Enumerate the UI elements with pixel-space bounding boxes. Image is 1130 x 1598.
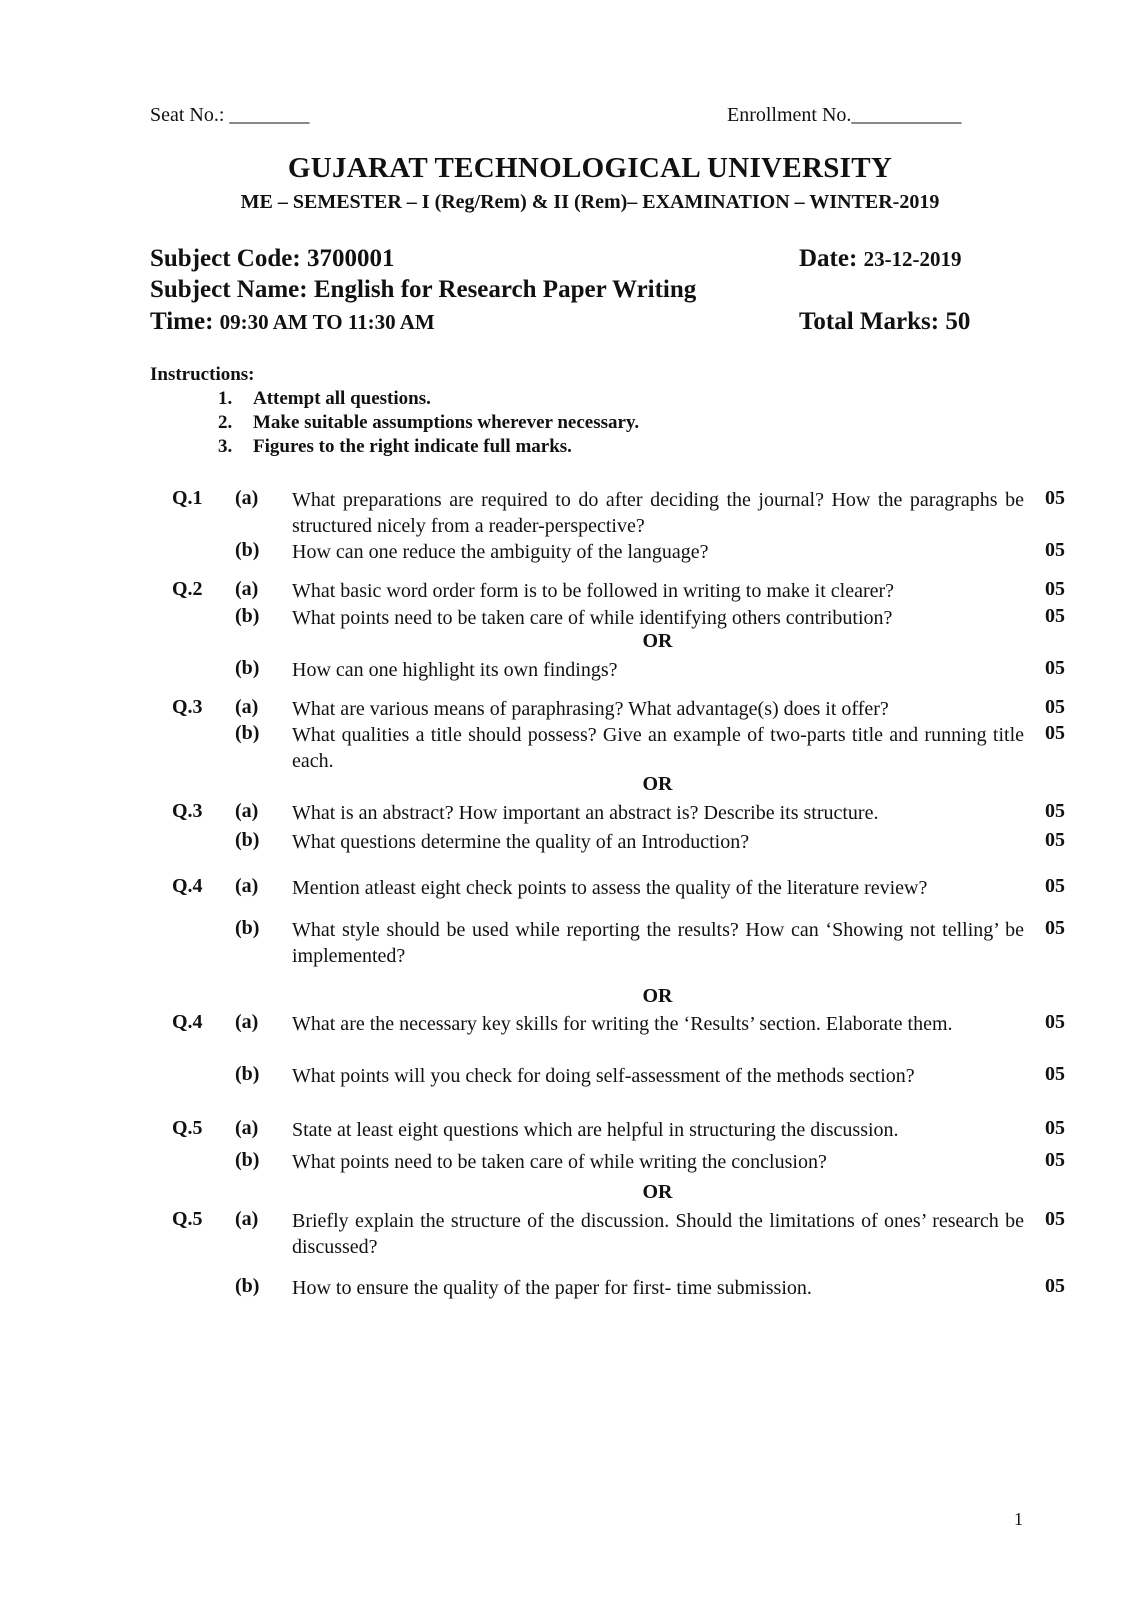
question-part: (b): [235, 539, 260, 561]
question-text: What style should be used while reporting the results? How can ‘Showing not telling’ be implemented?: [292, 919, 1024, 967]
instruction-number: 3.: [218, 436, 233, 457]
subject-name-label: Subject Name:: [150, 276, 308, 303]
question-marks: 05: [1045, 1275, 1065, 1297]
date-label: Date:: [799, 245, 858, 272]
instruction-text: Figures to the right indicate full marks.: [253, 436, 572, 457]
instructions-list: [218, 388, 639, 460]
question-text: What preparations are required to do after deciding the journal? How the paragraphs be structured nicely from a reader-perspective?: [292, 489, 1024, 537]
subject-code-label: Subject Code:: [150, 245, 301, 272]
question-part: (a): [235, 875, 259, 897]
question-text: What points will you check for doing self-assessment of the methods section?: [292, 1065, 915, 1087]
or-separator: OR: [642, 985, 673, 1007]
question-part: (a): [235, 1011, 259, 1033]
time-value: 09:30 AM TO 11:30 AM: [219, 310, 435, 334]
question-marks: 05: [1045, 917, 1065, 939]
question-part: (a): [235, 696, 259, 718]
time-line: [150, 308, 435, 336]
instruction-number: 1.: [218, 388, 233, 409]
subject-name-line: [150, 276, 696, 304]
question-part: (b): [235, 1275, 260, 1297]
subject-code-line: [150, 245, 394, 273]
question-text: State at least eight questions which are helpful in structuring the discussion.: [292, 1119, 899, 1141]
question-number: Q.3: [172, 800, 203, 822]
question-number: Q.1: [172, 487, 203, 509]
question-marks: 05: [1045, 1063, 1065, 1085]
or-separator: OR: [642, 1181, 673, 1203]
question-text: Mention atleast eight check points to assess the quality of the literature review?: [292, 877, 928, 899]
question-part: (b): [235, 605, 260, 627]
question-marks: 05: [1045, 875, 1065, 897]
question-text: Briefly explain the structure of the discussion. Should the limitations of ones’ research be discussed?: [292, 1210, 1024, 1258]
question-number: Q.3: [172, 696, 203, 718]
question-marks: 05: [1045, 1149, 1065, 1171]
question-part: (a): [235, 1117, 259, 1139]
question-marks: 05: [1045, 1208, 1065, 1230]
instruction-item: [218, 436, 639, 460]
time-label: Time:: [150, 308, 214, 335]
question-marks: 05: [1045, 578, 1065, 600]
enrollment-number-field: Enrollment No.___________: [727, 104, 962, 126]
question-marks: 05: [1045, 487, 1065, 509]
question-number: Q.5: [172, 1208, 203, 1230]
instruction-item: [218, 412, 639, 436]
instruction-number: 2.: [218, 412, 233, 433]
question-part: (b): [235, 657, 260, 679]
question-part: (a): [235, 1208, 259, 1230]
question-text: What is an abstract? How important an abstract is? Describe its structure.: [292, 802, 879, 824]
subject-code-value: 3700001: [306, 245, 395, 272]
question-text: What points need to be taken care of while writing the conclusion?: [292, 1151, 827, 1173]
question-text: What are various means of paraphrasing? What advantage(s) does it offer?: [292, 698, 889, 720]
total-marks-line: [799, 308, 970, 336]
question-text: What basic word order form is to be followed in writing to make it clearer?: [292, 580, 895, 602]
question-part: (b): [235, 829, 260, 851]
question-part: (a): [235, 578, 259, 600]
question-part: (a): [235, 800, 259, 822]
question-text: What qualities a title should possess? Give an example of two-parts title and running title each.: [292, 724, 1024, 772]
question-marks: 05: [1045, 722, 1065, 744]
question-text: What are the necessary key skills for writing the ‘Results’ section. Elaborate them.: [292, 1013, 953, 1035]
question-text: How can one highlight its own findings?: [292, 659, 618, 681]
instruction-text: Make suitable assumptions wherever necessary.: [253, 412, 640, 433]
page-number: 1: [1014, 1509, 1023, 1529]
question-text: What questions determine the quality of an Introduction?: [292, 831, 750, 853]
instruction-text: Attempt all questions.: [253, 388, 431, 409]
question-part: (b): [235, 917, 260, 939]
subject-name-value: English for Research Paper Writing: [313, 276, 697, 303]
total-marks-label: Total Marks:: [799, 308, 940, 335]
question-part: (a): [235, 487, 259, 509]
question-marks: 05: [1045, 696, 1065, 718]
question-number: Q.5: [172, 1117, 203, 1139]
question-text: How can one reduce the ambiguity of the language?: [292, 541, 709, 563]
or-separator: OR: [642, 630, 673, 652]
question-number: Q.4: [172, 1011, 203, 1033]
question-marks: 05: [1045, 539, 1065, 561]
date-line: [799, 245, 962, 273]
question-number: Q.2: [172, 578, 203, 600]
question-marks: 05: [1045, 1117, 1065, 1139]
question-marks: 05: [1045, 829, 1065, 851]
question-marks: 05: [1045, 657, 1065, 679]
question-part: (b): [235, 1063, 260, 1085]
instruction-item: [218, 388, 639, 412]
question-part: (b): [235, 1149, 260, 1171]
question-number: Q.4: [172, 875, 203, 897]
question-marks: 05: [1045, 605, 1065, 627]
instructions-heading: Instructions:: [150, 364, 255, 385]
date-value: 23-12-2019: [863, 247, 962, 271]
or-separator: OR: [642, 773, 673, 795]
total-marks-value: 50: [945, 308, 971, 335]
question-text: How to ensure the quality of the paper for first- time submission.: [292, 1277, 812, 1299]
question-text: What points need to be taken care of while identifying others contribution?: [292, 607, 893, 629]
university-title: GUJARAT TECHNOLOGICAL UNIVERSITY: [287, 152, 893, 184]
question-marks: 05: [1045, 800, 1065, 822]
exam-title: ME – SEMESTER – I (Reg/Rem) & II (Rem)– EXAMINATION – WINTER-2019: [240, 191, 940, 213]
question-marks: 05: [1045, 1011, 1065, 1033]
question-part: (b): [235, 722, 260, 744]
seat-number-field: Seat No.: ________: [150, 104, 310, 126]
